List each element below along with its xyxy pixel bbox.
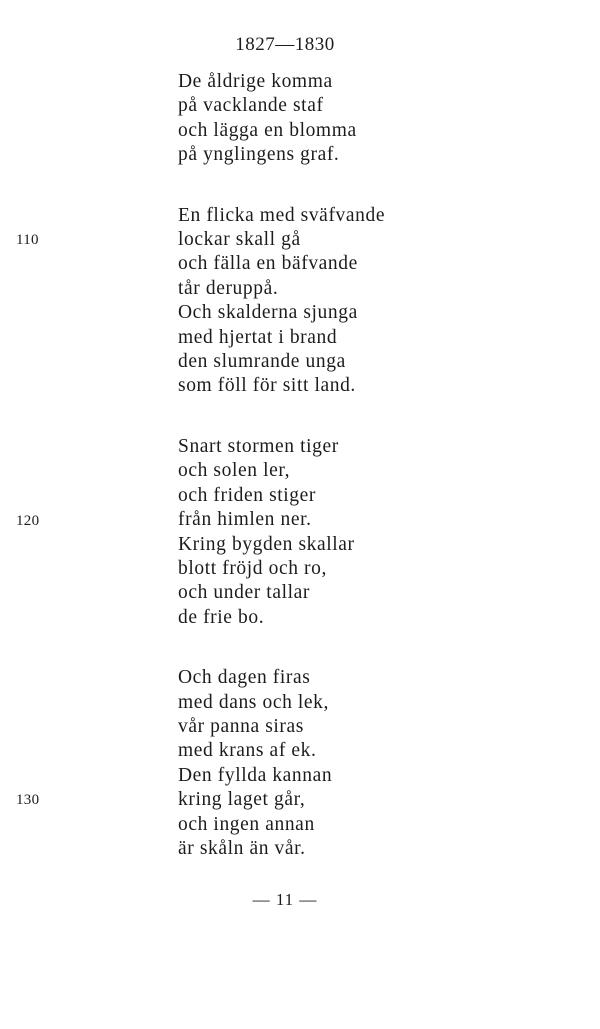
verse-line: Snart stormen tiger [178,435,339,457]
line-number-130: 130 [16,792,40,809]
verse-line: med dans och lek, [178,691,329,713]
verse-line: med hjertat i brand [178,326,338,348]
verse-line: är skåln än vår. [178,837,306,859]
verse-line: vår panna siras [178,715,304,737]
verse-line: kring laget går, [178,789,306,811]
stanza-2 [16,204,386,399]
verse-line: från himlen ner. [178,509,312,531]
stanza-1 [178,70,385,168]
verse-line: lockar skall gå [178,229,301,251]
page-number: — 11 — [252,890,318,909]
verse-line: och fälla en bäfvande [178,253,358,275]
verse-line: Den fyllda kannan [178,764,333,786]
verse-line: med krans af ek. [178,740,317,762]
verse-line: och lägga en blomma [178,119,357,141]
line-number-110: 110 [16,231,39,248]
verse-line: och under tallar [178,582,310,604]
poem [16,70,386,897]
verse-line: de frie bo. [178,606,265,628]
verse-line: och ingen annan [178,813,315,835]
verse-line: och friden stiger [178,484,316,506]
verse-line: och solen ler, [178,460,291,482]
verse-line: som föll för sitt land. [178,375,356,397]
verse-line: på ynglingens graf. [178,144,340,166]
verse-line: Kring bygden skallar [178,533,355,555]
stanza-4 [16,666,385,861]
stanza-3 [16,435,385,630]
verse-line: blott fröjd och ro, [178,557,327,579]
verse-line: tår deruppå. [178,277,279,299]
running-head: 1827—1830 [235,34,335,55]
line-number-120: 120 [16,512,40,529]
verse-line: De åldrige komma [178,71,333,92]
verse-line: den slumrande unga [178,351,346,373]
verse-line: Och dagen firas [178,667,311,689]
verse-line: Och skalderna sjunga [178,302,358,324]
verse-line: En flicka med sväfvande [178,204,386,226]
verse-line: på vacklande staf [178,95,324,117]
